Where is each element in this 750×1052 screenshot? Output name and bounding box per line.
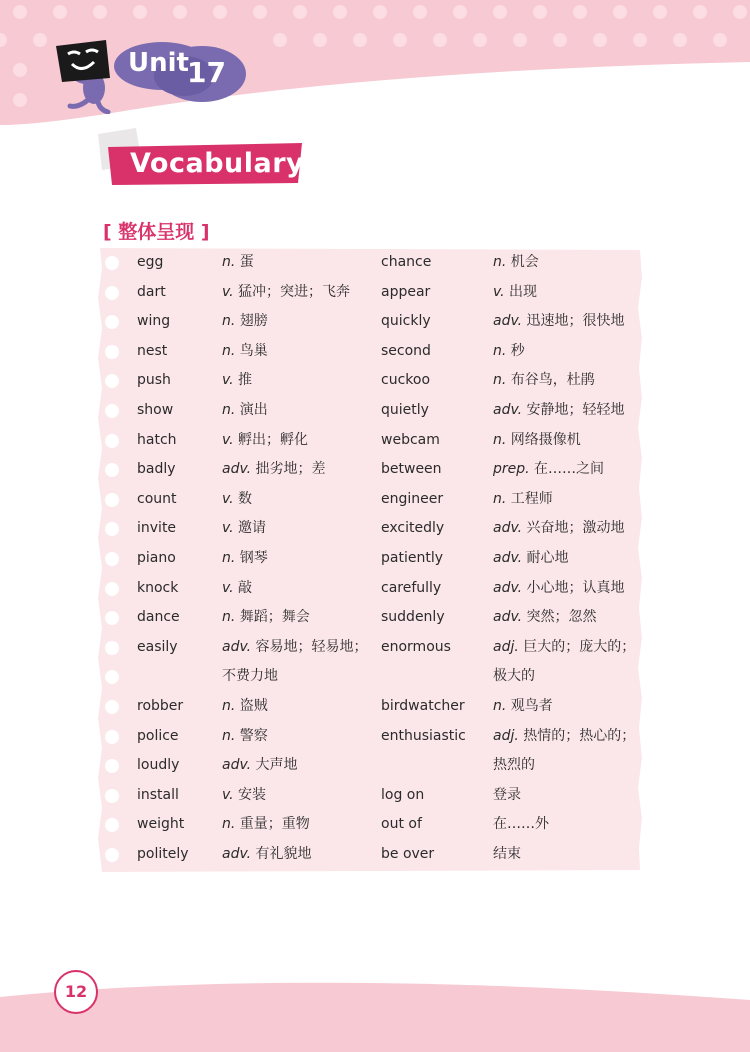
- meaning-left: [222, 519, 266, 537]
- meaning-left: [222, 608, 310, 626]
- meaning-left: [222, 312, 268, 330]
- translation-left: 数: [238, 490, 253, 507]
- meaning-left: [222, 756, 298, 774]
- bullet-icon: [105, 374, 119, 388]
- meaning-right: [493, 312, 625, 330]
- translation-right: 观鸟者: [510, 697, 553, 714]
- word-right: log on: [381, 786, 425, 803]
- translation-left: 有礼貌地: [255, 845, 312, 862]
- word-right: chance: [381, 254, 432, 270]
- meaning-right: [493, 608, 597, 626]
- translation-left: 盗贼: [239, 697, 268, 714]
- meaning-left: [222, 283, 350, 301]
- meaning-left: [222, 786, 266, 804]
- pos-right: n.: [493, 697, 507, 714]
- meaning-left: [222, 342, 268, 360]
- bullet-icon: [105, 315, 119, 329]
- list-item: [100, 455, 640, 485]
- pos-right: n.: [493, 431, 507, 448]
- pos-right: n.: [493, 372, 507, 389]
- translation-right: 秒: [510, 342, 525, 359]
- pos-left: adv.: [222, 845, 252, 862]
- meaning-right: [493, 697, 553, 715]
- footer-band: [0, 962, 750, 1052]
- pos-right: adv.: [493, 609, 523, 626]
- meaning-right: [493, 756, 535, 774]
- meaning-left: [222, 697, 268, 715]
- pos-left: v.: [222, 431, 234, 448]
- meaning-right: [493, 845, 521, 863]
- meaning-left: [222, 727, 268, 745]
- translation-left: 大声地: [255, 757, 298, 774]
- word-left: hatch: [137, 431, 177, 448]
- translation-right: 耐心地: [526, 549, 569, 566]
- meaning-left: [222, 549, 268, 567]
- bullet-icon: [105, 434, 119, 448]
- meaning-right: [493, 727, 635, 745]
- pos-right: v.: [493, 283, 505, 300]
- meaning-right: [493, 579, 625, 597]
- word-left: knock: [137, 579, 179, 596]
- word-left: dart: [137, 283, 166, 300]
- meaning-left: [222, 815, 310, 833]
- translation-right: 热情的；热心的；: [523, 727, 636, 744]
- meaning-right: [493, 815, 549, 833]
- meaning-left: [222, 253, 254, 271]
- bullet-icon: [105, 789, 119, 803]
- meaning-left: [222, 845, 312, 863]
- pos-left: n.: [222, 697, 236, 714]
- list-item: [100, 396, 640, 426]
- bullet-icon: [105, 611, 119, 625]
- word-left: invite: [137, 520, 177, 537]
- word-left: nest: [137, 342, 168, 359]
- pos-left: v.: [222, 490, 234, 507]
- list-item: [100, 781, 640, 811]
- word-left: push: [137, 372, 171, 389]
- pos-left: v.: [222, 520, 234, 537]
- word-right: suddenly: [381, 609, 445, 626]
- translation-left: 舞蹈；舞会: [239, 609, 310, 626]
- meaning-right: [493, 549, 569, 567]
- word-right: quietly: [381, 401, 429, 418]
- translation-right: 布谷鸟，杜鹃: [510, 372, 595, 389]
- meaning-right: [493, 253, 539, 271]
- pos-left: n.: [222, 609, 236, 626]
- translation-left: 翅膀: [239, 313, 268, 330]
- list-item: [100, 307, 640, 337]
- section-subtitle: [ 整体呈现 ]: [103, 221, 210, 243]
- word-left: show: [137, 401, 174, 418]
- bullet-icon: [105, 404, 119, 418]
- word-right: engineer: [381, 490, 444, 507]
- list-item: [100, 840, 640, 870]
- translation-left: 重量；重物: [239, 816, 310, 833]
- word-right: out of: [381, 816, 422, 833]
- pos-left: adv.: [222, 638, 252, 655]
- meaning-left: [222, 401, 268, 419]
- word-right: second: [381, 342, 431, 359]
- word-right: carefully: [381, 579, 442, 596]
- translation-left: 鸟巢: [239, 342, 268, 359]
- meaning-left: [222, 638, 368, 656]
- translation-right: 出现: [509, 283, 538, 300]
- pos-left: n.: [222, 727, 236, 744]
- word-left: install: [137, 786, 179, 803]
- pos-right: adj.: [493, 727, 519, 744]
- translation-right: 结束: [493, 845, 521, 862]
- meaning-left: [222, 667, 278, 685]
- list-item: [100, 337, 640, 367]
- meaning-right: [493, 638, 635, 656]
- translation-left: 推: [238, 372, 253, 389]
- pos-left: v.: [222, 372, 234, 389]
- list-item: [100, 426, 640, 456]
- pos-right: adv.: [493, 579, 523, 596]
- bullet-icon: [105, 641, 119, 655]
- translation-left: 安装: [238, 786, 267, 803]
- word-left: loudly: [137, 757, 180, 774]
- word-left: wing: [137, 313, 171, 330]
- pos-right: adv.: [493, 520, 523, 537]
- translation-right: 在……之间: [534, 461, 605, 478]
- pos-left: n.: [222, 254, 236, 270]
- word-right: be over: [381, 845, 435, 862]
- meaning-right: [493, 431, 581, 449]
- list-item: [100, 544, 640, 574]
- list-item: [100, 248, 640, 278]
- meaning-right: [493, 460, 604, 478]
- bullet-icon: [105, 493, 119, 507]
- list-item: [100, 278, 640, 308]
- translation-left: 猛冲；突进；飞奔: [238, 283, 351, 300]
- list-item: [100, 751, 640, 781]
- word-right: cuckoo: [381, 372, 431, 389]
- list-item: [100, 633, 640, 663]
- pos-right: n.: [493, 342, 507, 359]
- section-title: Vocabulary: [130, 148, 305, 179]
- translation-right: 小心地；认真地: [526, 579, 625, 596]
- translation-left: 孵出；孵化: [238, 431, 309, 448]
- translation-left: 演出: [239, 401, 268, 418]
- meaning-left: [222, 460, 326, 478]
- list-item: [100, 603, 640, 633]
- bullet-icon: [105, 730, 119, 744]
- word-right: birdwatcher: [381, 697, 465, 714]
- meaning-right: [493, 371, 595, 389]
- bullet-icon: [105, 463, 119, 477]
- translation-left: 蛋: [239, 254, 254, 270]
- translation-left: 警察: [239, 727, 268, 744]
- meaning-left: [222, 371, 252, 389]
- word-right: enthusiastic: [381, 727, 466, 744]
- pos-right: n.: [493, 254, 507, 270]
- translation-left: 不费力地: [222, 668, 278, 685]
- translation-left: 拙劣地；差: [255, 461, 326, 478]
- pos-right: adv.: [493, 549, 523, 566]
- word-right: enormous: [381, 638, 451, 655]
- word-left: dance: [137, 609, 180, 626]
- translation-left: 容易地；轻易地；: [255, 638, 368, 655]
- pos-right: prep.: [493, 461, 530, 478]
- bullet-icon: [105, 522, 119, 536]
- meaning-right: [493, 283, 537, 301]
- word-right: webcam: [381, 431, 440, 448]
- translation-right: 兴奋地；激动地: [526, 520, 625, 537]
- meaning-right: [493, 342, 525, 360]
- translation-right: 突然；忽然: [526, 609, 597, 626]
- unit-number: 17: [187, 56, 226, 89]
- pos-left: n.: [222, 816, 236, 833]
- word-right: quickly: [381, 313, 431, 330]
- translation-right: 机会: [510, 254, 539, 270]
- list-item: [100, 485, 640, 515]
- pos-right: adv.: [493, 401, 523, 418]
- pos-right: n.: [493, 490, 507, 507]
- bullet-icon: [105, 582, 119, 596]
- word-left: piano: [137, 549, 176, 566]
- pos-right: adj.: [493, 638, 519, 655]
- translation-right: 工程师: [510, 490, 553, 507]
- translation-left: 钢琴: [239, 549, 268, 566]
- translation-right: 在……外: [493, 816, 549, 833]
- translation-right: 巨大的；庞大的；: [523, 638, 636, 655]
- pos-left: n.: [222, 342, 236, 359]
- translation-left: 邀请: [238, 520, 267, 537]
- bullet-icon: [105, 818, 119, 832]
- word-left: badly: [137, 461, 176, 478]
- meaning-right: [493, 401, 625, 419]
- meaning-right: [493, 490, 553, 508]
- word-right: excitedly: [381, 520, 445, 537]
- bullet-icon: [105, 286, 119, 300]
- pos-left: v.: [222, 579, 234, 596]
- meaning-right: [493, 519, 625, 537]
- translation-right: 热烈的: [493, 757, 535, 774]
- pos-left: v.: [222, 283, 234, 300]
- bullet-icon: [105, 759, 119, 773]
- word-right: appear: [381, 283, 431, 300]
- list-item: [100, 692, 640, 722]
- unit-label: Unit: [128, 48, 189, 78]
- word-left: weight: [137, 816, 185, 833]
- meaning-left: [222, 579, 252, 597]
- pos-left: adv.: [222, 461, 252, 478]
- word-left: robber: [137, 697, 184, 714]
- meaning-right: [493, 786, 521, 804]
- pos-right: adv.: [493, 313, 523, 330]
- translation-right: 网络摄像机: [510, 431, 581, 448]
- vocabulary-list: [100, 248, 640, 869]
- translation-right: 安静地；轻轻地: [526, 401, 625, 418]
- pos-left: n.: [222, 401, 236, 418]
- word-left: police: [137, 727, 179, 744]
- meaning-left: [222, 431, 308, 449]
- meaning-left: [222, 490, 252, 508]
- bullet-icon: [105, 670, 119, 684]
- translation-right: 登录: [493, 786, 521, 803]
- meaning-right: [493, 667, 535, 685]
- word-left: count: [137, 490, 177, 507]
- list-item: [100, 810, 640, 840]
- translation-left: 敲: [238, 579, 253, 596]
- word-right: patiently: [381, 549, 443, 566]
- bullet-icon: [105, 256, 119, 270]
- word-left: easily: [137, 638, 178, 655]
- pos-left: n.: [222, 313, 236, 330]
- pos-left: adv.: [222, 757, 252, 774]
- word-left: politely: [137, 845, 189, 862]
- pos-left: n.: [222, 549, 236, 566]
- word-left: egg: [137, 254, 164, 270]
- word-right: between: [381, 461, 442, 478]
- translation-right: 极大的: [493, 668, 535, 685]
- list-item: [100, 574, 640, 604]
- bullet-icon: [105, 552, 119, 566]
- list-item: [100, 366, 640, 396]
- list-item: [100, 514, 640, 544]
- list-item: [100, 662, 640, 692]
- page-number: 12: [54, 970, 98, 1014]
- bullet-icon: [105, 700, 119, 714]
- translation-right: 迅速地；很快地: [526, 313, 625, 330]
- list-item: [100, 722, 640, 752]
- bullet-icon: [105, 345, 119, 359]
- bullet-icon: [105, 848, 119, 862]
- pos-left: v.: [222, 786, 234, 803]
